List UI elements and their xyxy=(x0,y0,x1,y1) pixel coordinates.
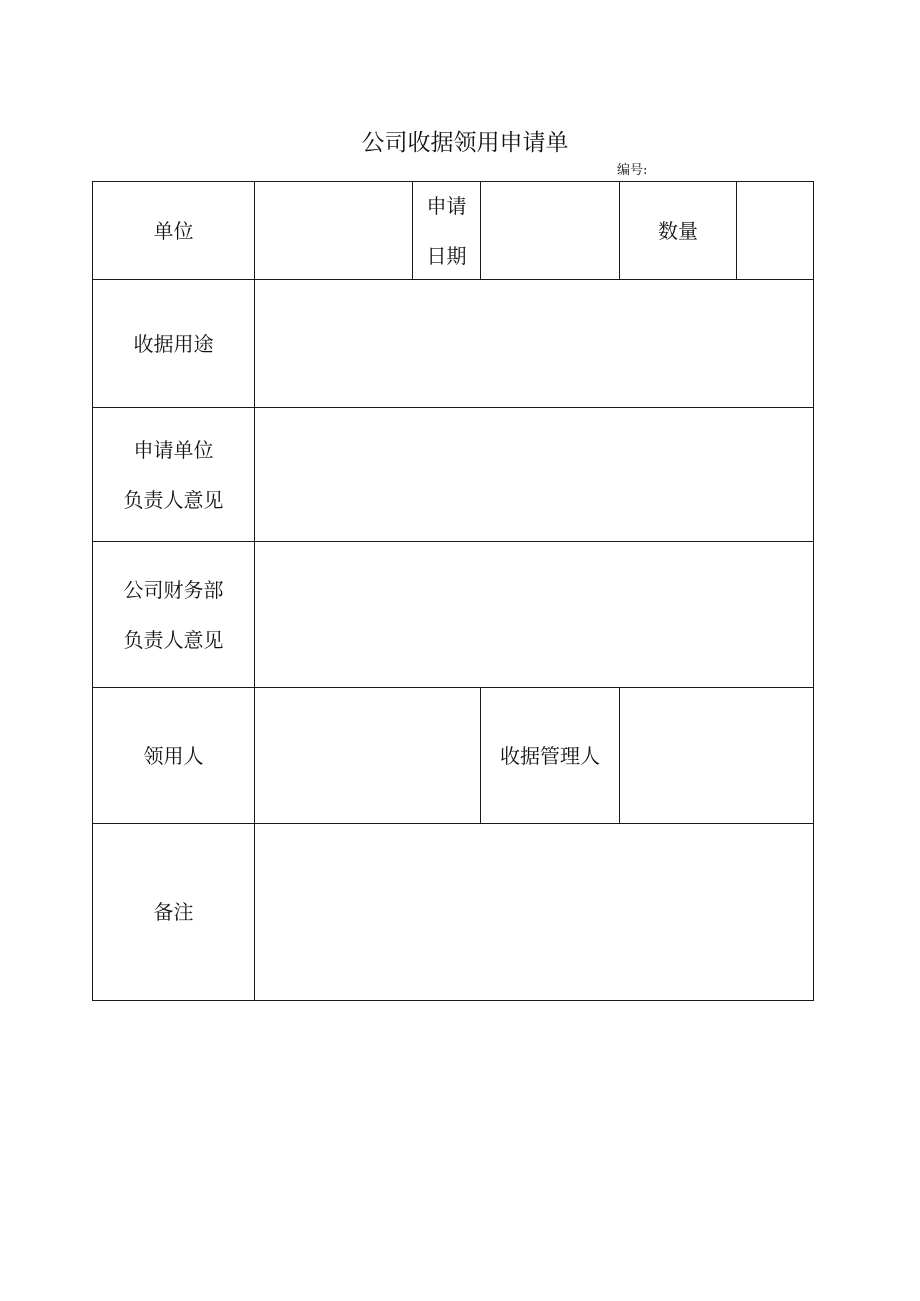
receipt-manager-label: 收据管理人 xyxy=(500,743,600,768)
applicant-head-opinion-field[interactable] xyxy=(255,408,814,542)
applicant-head-label-line1: 申请单位 xyxy=(133,437,214,462)
applicant-head-label xyxy=(93,438,254,512)
remarks-label: 备注 xyxy=(153,900,194,924)
quantity-label-cell xyxy=(620,182,737,280)
remarks-label-cell xyxy=(93,824,255,1001)
unit-label-cell xyxy=(93,182,255,280)
row-applicant-head-opinion xyxy=(93,408,814,542)
recipient-label-cell xyxy=(93,688,255,824)
finance-head-label xyxy=(93,578,254,652)
applicant-head-label-line2: 负责人意见 xyxy=(123,487,224,512)
receipt-manager-label-cell xyxy=(481,688,620,824)
finance-head-label-cell xyxy=(93,542,255,688)
receipt-requisition-table xyxy=(92,181,814,1001)
recipient-label: 领用人 xyxy=(143,743,204,768)
purpose-label-cell xyxy=(93,280,255,408)
row-unit xyxy=(93,182,814,280)
finance-head-opinion-field[interactable] xyxy=(255,542,814,688)
unit-field[interactable] xyxy=(255,182,413,280)
remarks-field[interactable] xyxy=(255,824,814,1001)
apply-date-label xyxy=(413,194,480,268)
apply-date-label-line1: 申请 xyxy=(426,193,467,218)
finance-head-label-line1: 公司财务部 xyxy=(123,577,224,602)
receipt-manager-field[interactable] xyxy=(620,688,814,824)
quantity-field[interactable] xyxy=(737,182,814,280)
apply-date-label-cell xyxy=(413,182,481,280)
recipient-field[interactable] xyxy=(255,688,481,824)
purpose-label: 收据用途 xyxy=(133,331,214,356)
unit-label: 单位 xyxy=(153,218,194,243)
apply-date-label-line2: 日期 xyxy=(426,243,467,268)
form-title: 公司收据领用申请单 xyxy=(361,130,569,156)
quantity-label: 数量 xyxy=(658,218,698,243)
row-purpose xyxy=(93,280,814,408)
row-recipient xyxy=(93,688,814,824)
applicant-head-label-cell xyxy=(93,408,255,542)
row-finance-head-opinion xyxy=(93,542,814,688)
purpose-field[interactable] xyxy=(255,280,814,408)
serial-number-label: 编号: xyxy=(617,163,648,178)
apply-date-field[interactable] xyxy=(481,182,620,280)
row-remarks xyxy=(93,824,814,1001)
finance-head-label-line2: 负责人意见 xyxy=(123,627,224,652)
